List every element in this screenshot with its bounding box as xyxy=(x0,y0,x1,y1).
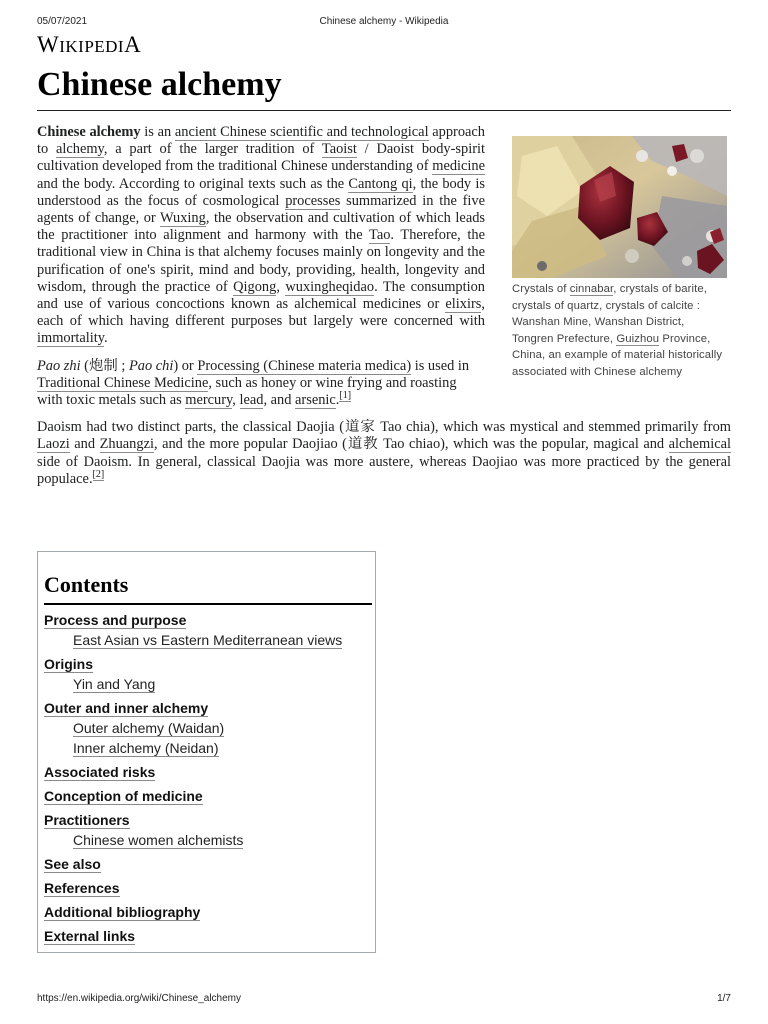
text-run: ( xyxy=(80,357,89,374)
toc-item-see-also xyxy=(44,856,369,874)
toc-link[interactable]: Associated risks xyxy=(44,764,156,780)
toc-item-process-and-purpose xyxy=(44,612,369,650)
toc-link[interactable]: External links xyxy=(44,928,136,944)
text-run: , crystals of barite, crystals of quartz, crystals of calcite : Wanshan Mine, Wanshan District, Tongren Prefecture, xyxy=(512,283,707,345)
term-pao-chi: Pao chi xyxy=(128,357,174,374)
link-alchemical[interactable]: alchemical xyxy=(668,436,731,453)
link-mercury[interactable]: mercury xyxy=(185,392,233,409)
text-run: and xyxy=(69,436,100,453)
text-run: / Daoist body-spirit cultivation developed from the traditional Chinese understanding of xyxy=(37,141,485,175)
citation-1[interactable]: [1] xyxy=(339,390,352,402)
toc-sublink[interactable]: Yin and Yang xyxy=(73,676,156,692)
toc-link[interactable]: Outer and inner alchemy xyxy=(44,700,209,716)
link-tao[interactable]: Tao xyxy=(369,227,391,244)
text-run: summarized in the five agents of change, or xyxy=(37,192,485,227)
wordmark-last: A xyxy=(124,32,142,57)
citation-2[interactable]: [2] xyxy=(92,469,105,481)
text-run: side of Daoism. In general, classical Daojia was more austere, whereas Daojiao was more practiced by the general populace. xyxy=(37,453,731,487)
link-laozi[interactable]: Laozi xyxy=(37,436,70,453)
text-run: Daoism had two distinct parts, the classical Daojia ( xyxy=(37,419,345,436)
toc-list xyxy=(44,612,369,946)
toc-link[interactable]: Process and purpose xyxy=(44,612,187,628)
link-wuxing[interactable]: Wuxing xyxy=(160,210,206,227)
text-run: is an xyxy=(140,124,175,140)
toc-item-associated-risks xyxy=(44,764,369,782)
link-immortality[interactable]: immortality xyxy=(37,330,105,347)
daoism-paragraph xyxy=(37,419,731,488)
print-doc-title: Chinese alchemy - Wikipedia xyxy=(319,16,449,27)
toc-link[interactable]: See also xyxy=(44,856,101,872)
toc-sublink[interactable]: Inner alchemy (Neidan) xyxy=(73,740,219,756)
term-pao-zhi: Pao zhi xyxy=(37,357,81,374)
link-lead[interactable]: lead xyxy=(239,392,264,409)
link-ancient-chinese-science[interactable]: ancient Chinese scientific and technological xyxy=(174,124,429,140)
link-wuxingheqidao[interactable]: wuxingheqidao xyxy=(285,278,375,295)
text-run: Tao chia), which was mystical and stemmed primarily from xyxy=(375,419,731,436)
toc-link[interactable]: Practitioners xyxy=(44,812,130,828)
print-header xyxy=(37,16,731,30)
print-page-number: 1/7 xyxy=(717,993,731,1004)
toc-link[interactable]: References xyxy=(44,880,120,896)
link-guizhou[interactable]: Guizhou xyxy=(616,332,660,345)
cjk-daojiao: 道教 xyxy=(346,436,379,453)
text-run: Tao chiao), which was the popular, magical and xyxy=(378,436,669,453)
link-cantong-qi[interactable]: Cantong qi xyxy=(348,175,413,192)
text-run: . xyxy=(104,330,108,347)
wikipedia-wordmark[interactable] xyxy=(37,32,141,58)
figure-thumbnail xyxy=(512,136,727,380)
text-run: ; xyxy=(117,357,129,374)
text-run: is used in xyxy=(411,357,470,374)
text-run: , the body is understood as the focus of cosmological xyxy=(37,175,485,209)
toc-item-external-links xyxy=(44,928,369,946)
toc-item-references xyxy=(44,880,369,898)
link-taoist[interactable]: Taoist xyxy=(321,141,357,158)
toc-link[interactable]: Origins xyxy=(44,656,94,672)
link-qigong[interactable]: Qigong xyxy=(233,278,277,295)
table-of-contents xyxy=(37,551,376,953)
text-run: . xyxy=(335,392,340,409)
wordmark-first: W xyxy=(37,32,60,57)
text-run: , xyxy=(276,278,286,295)
cjk-pao-zhi: 炮制 xyxy=(88,357,118,374)
intro-bold-term: Chinese alchemy xyxy=(37,124,141,140)
wordmark-rest: IKIPEDI xyxy=(59,37,125,56)
text-run: . Therefore, the traditional view in China is that alchemy focuses mainly on longevity and the purification of one's spirit, mind and body, providing, health, longevity and wisdom, through the practice of xyxy=(37,227,485,295)
text-run: , each of which having different purposes but largely were concerned with xyxy=(37,296,485,330)
toc-sublink[interactable]: Outer alchemy (Waidan) xyxy=(73,720,225,736)
link-alchemy[interactable]: alchemy xyxy=(56,141,104,158)
text-run: ) or xyxy=(173,357,198,374)
text-run: . The consumption and use of various concoctions known as alchemical medicines or xyxy=(37,278,485,313)
text-run: Province, China, an example of material historically associated with Chinese alchemy xyxy=(512,332,723,378)
text-run: , xyxy=(232,392,240,409)
text-run: , such as honey or wine frying and roasting with toxic metals such as xyxy=(37,374,457,409)
cjk-daojia: 道家 xyxy=(344,419,376,436)
toc-link[interactable]: Conception of medicine xyxy=(44,788,203,804)
print-date: 05/07/2021 xyxy=(37,16,88,27)
toc-link[interactable]: Additional bibliography xyxy=(44,904,201,920)
text-run: , and the more popular Daojiao ( xyxy=(153,436,347,453)
toc-sublink[interactable]: Chinese women alchemists xyxy=(73,832,244,848)
link-elixirs[interactable]: elixirs xyxy=(445,296,482,313)
link-processes[interactable]: processes xyxy=(285,192,341,209)
link-medicine[interactable]: medicine xyxy=(432,158,485,175)
cinnabar-crystals-image[interactable] xyxy=(512,136,727,278)
toc-item-origins xyxy=(44,656,369,694)
toc-sublink[interactable]: East Asian vs Eastern Mediterranean views xyxy=(73,632,343,648)
text-run: and the body. According to original texts such as the xyxy=(37,175,349,192)
text-run: approach to xyxy=(37,124,485,158)
pao-zhi-paragraph xyxy=(37,358,485,410)
text-run: , and xyxy=(263,392,296,409)
link-cinnabar[interactable]: cinnabar xyxy=(569,283,614,295)
print-footer xyxy=(37,993,731,1007)
text-run: , a part of the larger tradition of xyxy=(103,141,322,158)
page-title: Chinese alchemy xyxy=(37,66,731,111)
link-arsenic[interactable]: arsenic xyxy=(295,392,336,409)
print-url: https://en.wikipedia.org/wiki/Chinese_alchemy xyxy=(37,993,241,1004)
intro-paragraph xyxy=(37,124,485,348)
text-run: Crystals of xyxy=(512,283,570,295)
toc-item-practitioners xyxy=(44,812,369,850)
link-zhuangzi[interactable]: Zhuangzi xyxy=(99,436,154,453)
toc-item-additional-bibliography xyxy=(44,904,369,922)
figure-caption xyxy=(512,281,727,380)
link-processing-materia-medica[interactable]: Processing (Chinese materia medica) xyxy=(197,357,412,374)
link-traditional-chinese-medicine[interactable]: Traditional Chinese Medicine xyxy=(37,374,209,391)
toc-item-conception-of-medicine xyxy=(44,788,369,806)
toc-title: Contents xyxy=(44,572,372,605)
text-run: , the observation and cultivation of which leads the practitioner into alignment and harmony with the xyxy=(37,210,485,244)
toc-item-outer-and-inner-alchemy xyxy=(44,700,369,758)
